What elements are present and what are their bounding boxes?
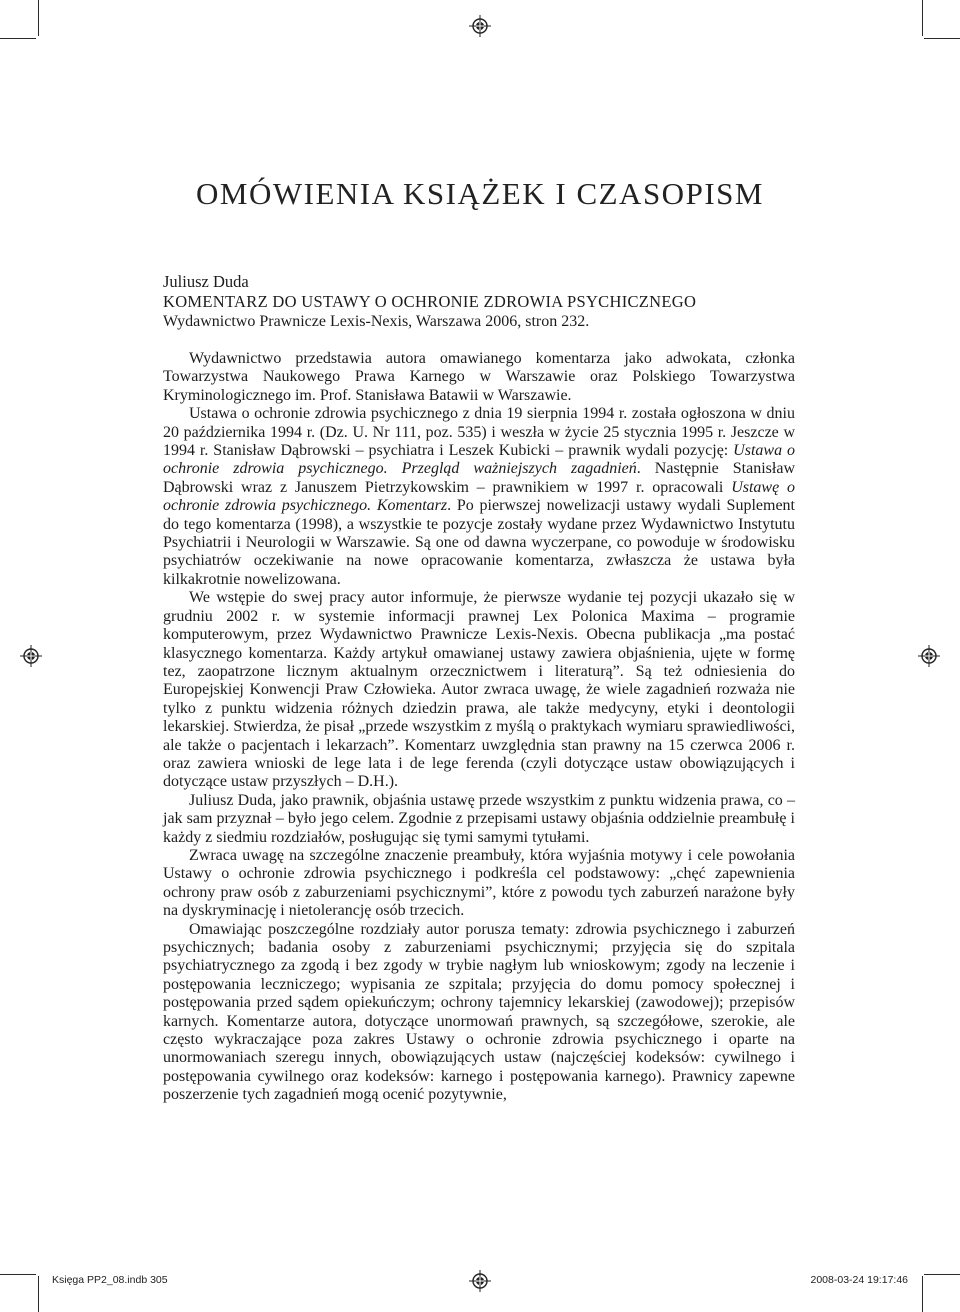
paragraph: We wstępie do swej pracy autor informuje, że pierwsze wydanie tej pozycji ukazało się w grudniu 2002 r. w systemie informacji prawnej Lex Polonica Maxima – programie komputerowym, przez Wydawnictwo Prawnicze Lexis-Nexis. Obecna publikacja „ma postać klasycznego komentarza. Każdy artykuł omawianej ustawy zawiera objaśnienia, ujęte w formę tez, zaopatrzone licznym aktualnym orzecznictwem i literaturą”. Są też odniesienia do Europejskiej Konwencji Praw Człowieka. Autor zwraca uwagę, że wiele zagadnień rozważa nie tylko z punktu widzenia różnych dziedzin prawa, ale także medycyny, etyki i deontologii lekarskiej. Stwierdza, że pisał „przede wszystkim z myślą o praktykach wymiaru sprawiedliwości, ale także o pacjentach i lekarzach”. Komentarz uwzględnia stan prawny na 15 czerwca 2006 r. oraz zawiera wnioski de lege lata i de lege ferenda (czyli dotyczące ustaw obowiązujących i dotyczące ustaw przyszłych – D.H.).	[163, 589, 795, 791]
paragraph-text: . Po pierwszej nowelizacji ustawy wydali Suplement do tego komentarza (1998), a wszystkie te pozycje zostały wydane przez Wydawnictwo Instytutu Psychiatrii i Neurologii w Warszawie. Są one od dawna wyczerpane, co powoduje w środowisku psychiatrów oczekiwanie na nowe opracowanie komentarza, zwłaszcza że ustawa była kilkakrotnie nowelizowana.	[163, 497, 795, 588]
paragraph: Wydawnictwo przedstawia autora omawianego komentarza jako adwokata, członka Towarzystwa Naukowego Prawa Karnego w Warszawie oraz Polskiego Towarzystwa Kryminologicznego im. Prof. Stanisława Batawii w Warszawie.	[163, 350, 795, 404]
crosshair-registration-icon	[918, 645, 940, 667]
book-header	[163, 272, 803, 332]
paragraph: Omawiając poszczególne rozdziały autor porusza tematy: zdrowia psychicznego i zaburzeń psychicznych; badania osoby z zaburzeniami psychicznymi; przyjęcia się do szpitala psychiatrycznego za zgodą i bez zgody w trybie nagłym lub wnioskowym; zgody na leczenie i postępowania leczniczego; wypisania ze szpitala; przyjęcia do domu pomocy społecznej i postępowania przed sądem opiekuńczym; ochrony tajemnicy lekarskiej (zawodowej); przepisów karnych. Komentarze autora, dotyczące unormowań prawnych, są szczegółowe, szerokie, ale często wykraczające poza zakres Ustawy o ochronie zdrowia psychicznego i oparte na unormowaniach szeregu innych, obowiązujących ustaw (najczęściej kodeksów: cywilnego i postępowania cywilnego oraz kodeksów: karnego i postępowania karnego). Prawnicy zapewne poszerzenie tych zagadnień mogą ocenić pozytywnie,	[163, 920, 795, 1104]
section-title: OMÓWIENIA KSIĄŻEK I CZASOPISM	[196, 176, 764, 211]
cited-title: Ustawę o ochronie zdrowia psychicznego. Komentarz	[163, 478, 796, 515]
crosshair-registration-icon	[469, 15, 491, 37]
crop-mark-top-left	[38, 0, 39, 36]
crop-mark-right-bottom	[924, 1274, 960, 1275]
crop-mark-bottom-right	[922, 1276, 923, 1312]
crop-mark-top-right	[922, 0, 923, 36]
crosshair-registration-icon	[469, 1270, 491, 1292]
slug-datetime: 2008-03-24 19:17:46	[810, 1274, 908, 1286]
paragraph	[163, 405, 795, 589]
crop-mark-left-top	[0, 38, 36, 39]
book-title: KOMENTARZ DO USTAWY O OCHRONIE ZDROWIA PSYCHICZNEGO	[163, 292, 697, 311]
book-author: Juliusz Duda	[163, 272, 249, 291]
crop-mark-bottom-left	[38, 1276, 39, 1312]
review-body	[163, 350, 795, 1105]
paragraph: Zwraca uwagę na szczególne znaczenie preambuły, która wyjaśnia motywy i cele powołania Ustawy o ochronie zdrowia psychicznego i podkreśla cel podstawowy: „chęć zapewnienia ochrony praw osób z zaburzeniami psychicznymi”, które z powodu tych zaburzeń narażone były na dyskryminację i nietolerancję osób trzecich.	[163, 846, 795, 920]
paragraph-text: Ustawa o ochronie zdrowia psychicznego z dnia 19 sierpnia 1994 r. została ogłoszona w dniu 20 października 1994 r. (Dz. U. Nr 111, poz. 535) i weszła w życie 25 stycznia 1995 r. Jeszcze w 1994 r. Stanisław Dąbrowski – psychiatra i Leszek Kubicki – prawnik wydali pozycję:	[163, 405, 795, 460]
crop-mark-right-top	[924, 38, 960, 39]
paragraph: Juliusz Duda, jako prawnik, objaśnia ustawę przede wszystkim z punktu widzenia prawa, co – jak sam przyznał – było jego celem. Zgodnie z przepisami ustawy objaśnia oddzielnie preambułę i każdy z siedmiu rozdziałów, posługując się tymi samymi tytułami.	[163, 791, 795, 846]
slug-filename: Księga PP2_08.indb 305	[52, 1274, 168, 1286]
book-publisher: Wydawnictwo Prawnicze Lexis-Nexis, Warszawa 2006, stron 232.	[163, 313, 590, 330]
crop-mark-left-bottom	[0, 1274, 36, 1275]
crosshair-registration-icon	[20, 645, 42, 667]
paragraph-text: . Następnie Stanisław Dąbrowski wraz z Januszem Pietrzykowskim – prawnikiem w 1997 r. opracowali	[163, 460, 796, 496]
cited-title: Ustawa o ochronie zdrowia psychicznego. Przegląd ważniejszych zagadnień	[163, 442, 795, 478]
